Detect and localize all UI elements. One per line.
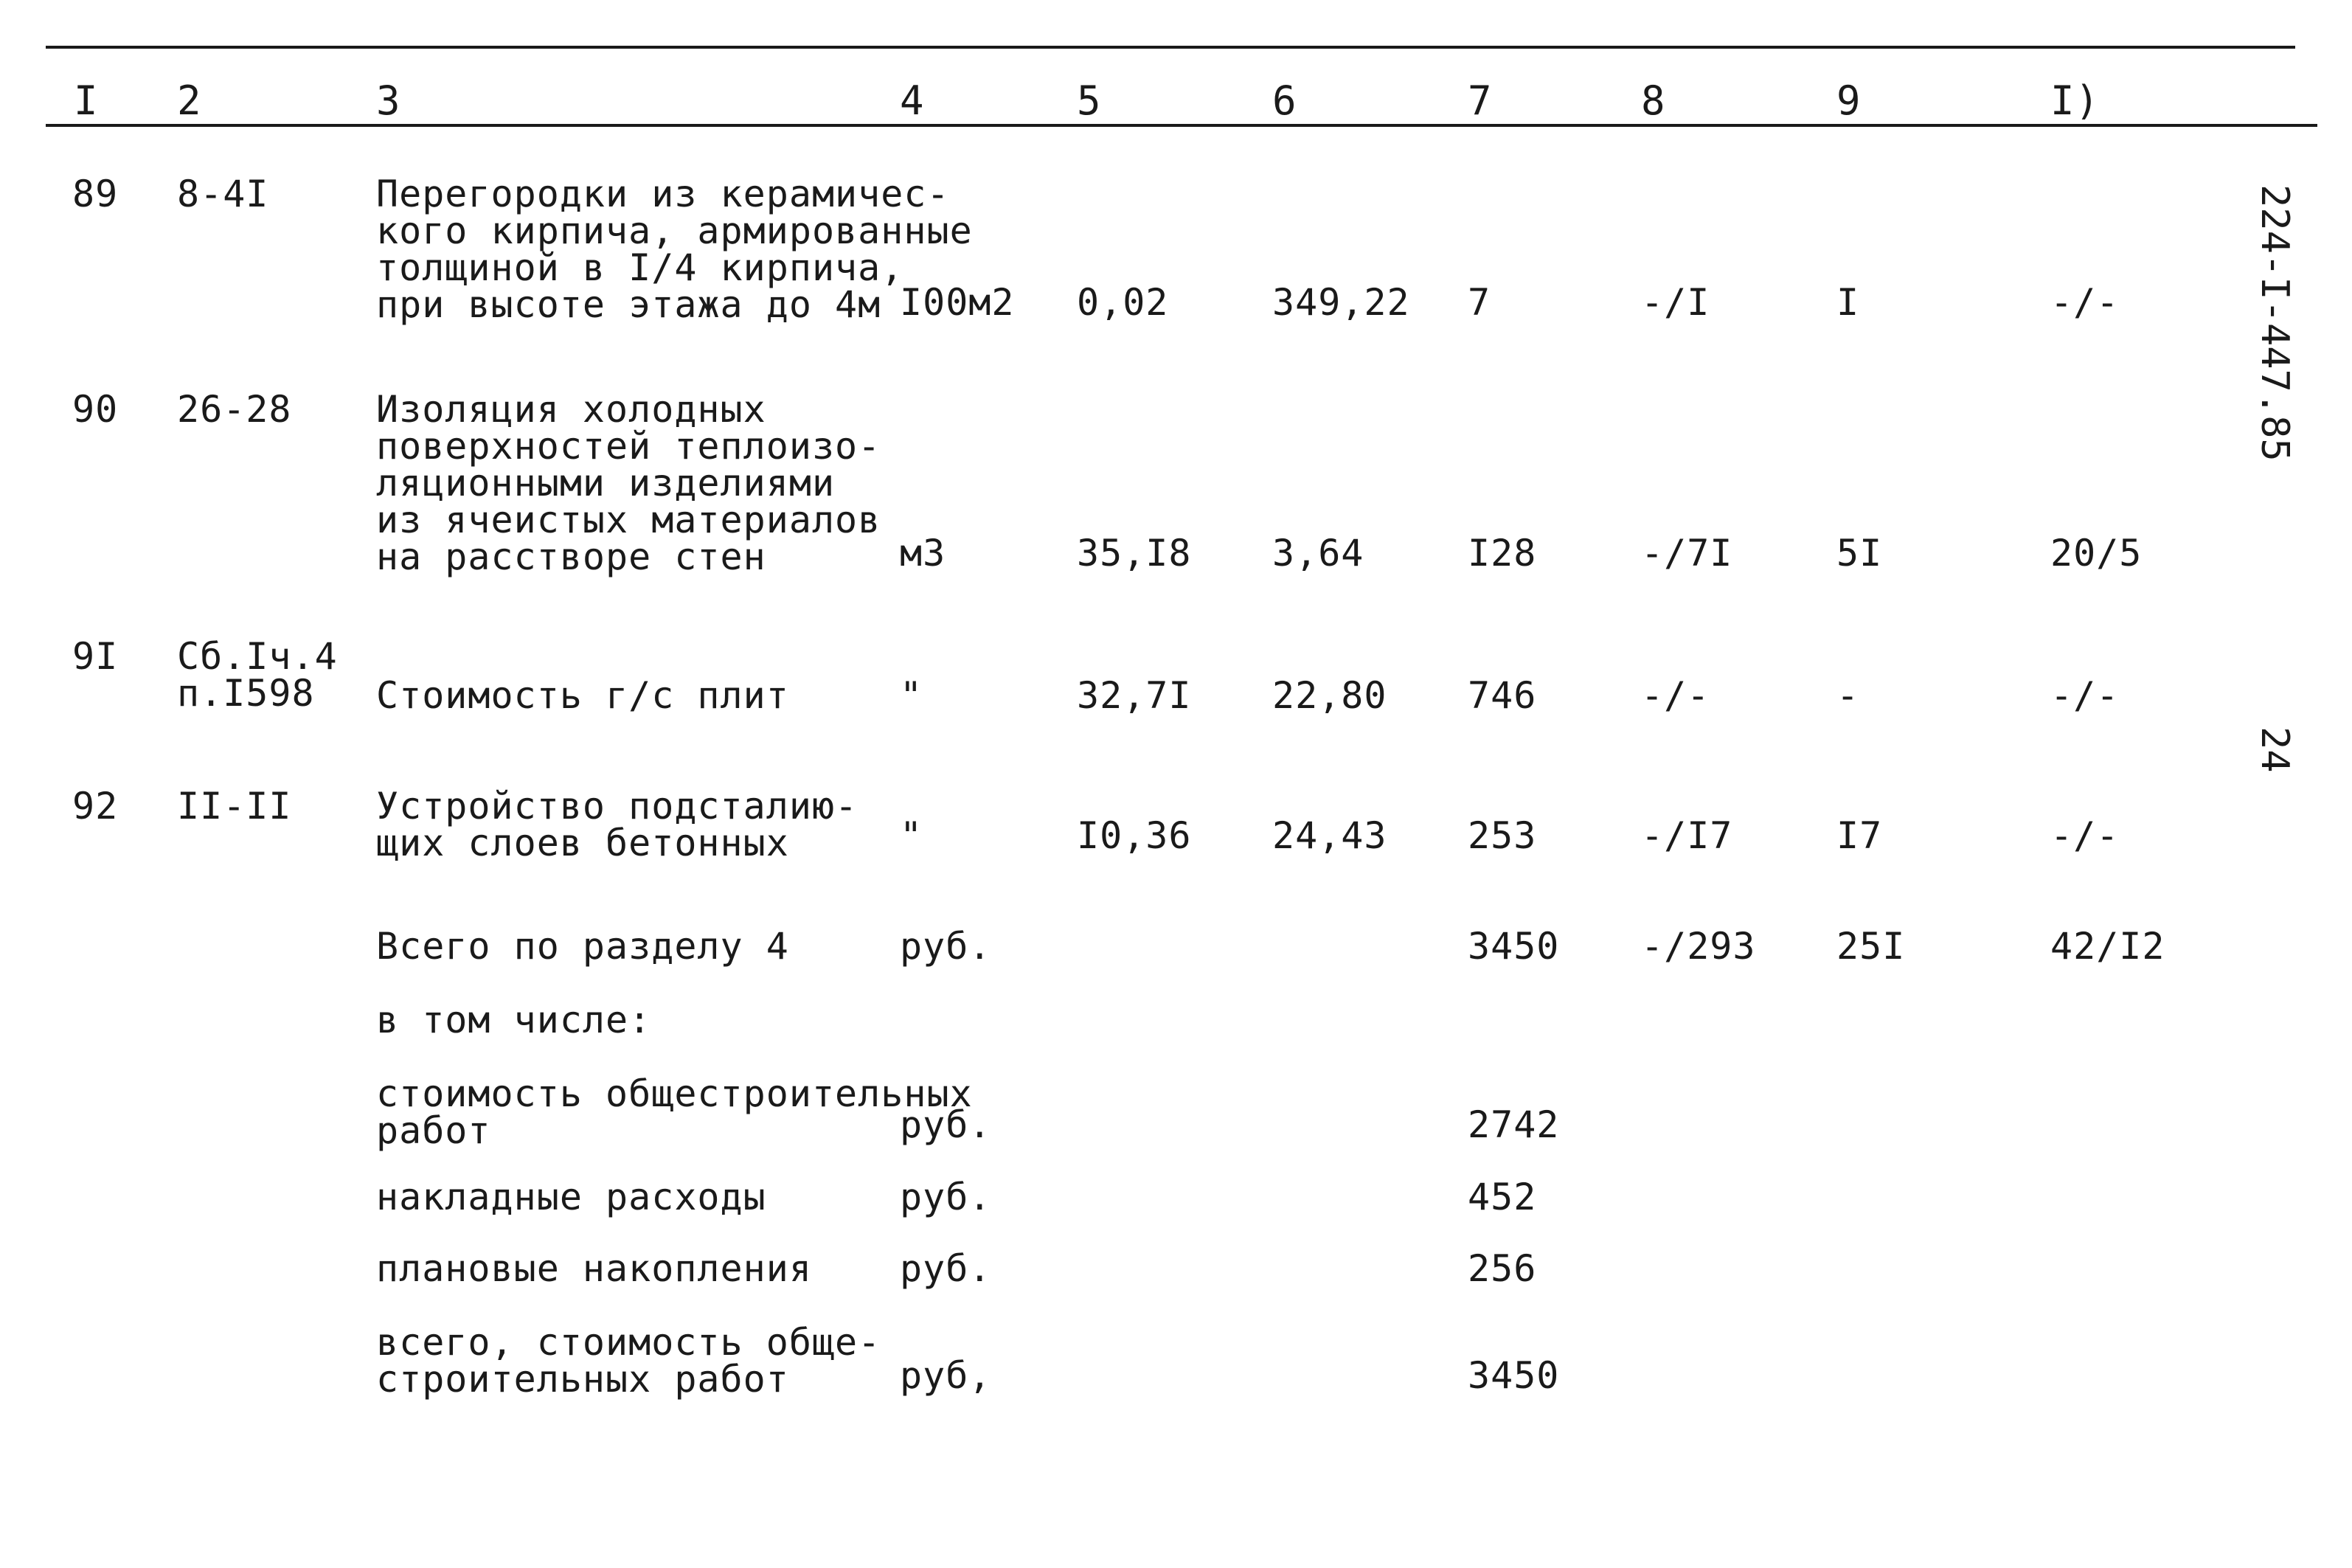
col-10-value: -/- bbox=[2050, 674, 2120, 717]
unit-price: 349,22 bbox=[1272, 281, 1410, 324]
col-header-5: 5 bbox=[1077, 77, 1102, 124]
rate-code: 26-28 bbox=[177, 388, 292, 431]
col-header-6: 6 bbox=[1272, 77, 1297, 124]
row-number: 92 bbox=[72, 785, 119, 828]
general-works-value: 2742 bbox=[1468, 1103, 1560, 1146]
unit-price: 22,80 bbox=[1272, 674, 1387, 717]
rate-code: II-II bbox=[177, 785, 292, 828]
section-total-col-10: 42/I2 bbox=[2050, 925, 2165, 968]
section-total-col-9: 25I bbox=[1836, 925, 1906, 968]
work-description: Устройство подсталию- щих слоев бетонных bbox=[376, 785, 858, 864]
col-10-value: 20/5 bbox=[2050, 532, 2143, 575]
col-8-value: -/I bbox=[1641, 281, 1710, 324]
overhead-unit: руб. bbox=[900, 1176, 992, 1218]
header-bottom-rule bbox=[46, 124, 2317, 127]
col-9-value: I7 bbox=[1836, 814, 1883, 857]
grand-total-value: 3450 bbox=[1468, 1354, 1560, 1397]
quantity: 32,7I bbox=[1077, 674, 1192, 717]
col-header-8: 8 bbox=[1641, 77, 1666, 124]
grand-total-unit: руб, bbox=[900, 1354, 992, 1397]
general-works-label: стоимость общестроительных работ bbox=[376, 1072, 973, 1152]
unit-price: 24,43 bbox=[1272, 814, 1387, 857]
grand-total-label: всего, стоимость обще- строительных работ bbox=[376, 1321, 881, 1401]
section-total-value: 3450 bbox=[1468, 925, 1560, 968]
quantity: I0,36 bbox=[1077, 814, 1192, 857]
col-header-3: 3 bbox=[376, 77, 401, 124]
unit: " bbox=[900, 674, 923, 717]
section-total-unit: руб. bbox=[900, 925, 992, 968]
planned-savings-label: плановые накопления bbox=[376, 1247, 812, 1290]
rate-code: 8-4I bbox=[177, 173, 269, 215]
quantity: 0,02 bbox=[1077, 281, 1169, 324]
planned-savings-value: 256 bbox=[1468, 1247, 1537, 1290]
total-cost: I28 bbox=[1468, 532, 1537, 575]
row-number: 9I bbox=[72, 635, 119, 678]
col-9-value: I bbox=[1836, 281, 1860, 324]
col-header-4: 4 bbox=[900, 77, 925, 124]
section-total-col-8: -/293 bbox=[1641, 925, 1756, 968]
page-number: 24 bbox=[2252, 726, 2297, 773]
general-works-unit: руб. bbox=[900, 1103, 992, 1146]
work-description: Перегородки из керамичес- кого кирпича, армированные толщиной в I/4 кирпича, при высоте этажа до 4м bbox=[376, 173, 973, 326]
planned-savings-unit: руб. bbox=[900, 1247, 992, 1290]
total-cost: 253 bbox=[1468, 814, 1537, 857]
unit: м3 bbox=[900, 532, 946, 575]
col-header-9: 9 bbox=[1836, 77, 1862, 124]
col-8-value: -/7I bbox=[1641, 532, 1733, 575]
work-description: Изоляция холодных поверхностей теплоизо- ляционными изделиями из ячеистых материалов на расстворе стен bbox=[376, 388, 881, 578]
section-total-label: Всего по разделу 4 bbox=[376, 925, 789, 968]
overhead-value: 452 bbox=[1468, 1176, 1537, 1218]
col-header-7: 7 bbox=[1468, 77, 1493, 124]
total-cost: 7 bbox=[1468, 281, 1491, 324]
col-8-value: -/I7 bbox=[1641, 814, 1733, 857]
col-10-value: -/- bbox=[2050, 281, 2120, 324]
including-label: в том числе: bbox=[376, 999, 652, 1041]
row-number: 89 bbox=[72, 173, 119, 215]
overhead-label: накладные расходы bbox=[376, 1176, 766, 1218]
col-10-value: -/- bbox=[2050, 814, 2120, 857]
total-cost: 746 bbox=[1468, 674, 1537, 717]
col-9-value: - bbox=[1836, 674, 1860, 717]
col-header-1: I bbox=[74, 77, 99, 124]
row-number: 90 bbox=[72, 388, 119, 431]
col-8-value: -/- bbox=[1641, 674, 1710, 717]
top-rule bbox=[46, 46, 2295, 49]
rate-code: Сб.Iч.4 п.I598 bbox=[177, 635, 338, 715]
col-9-value: 5I bbox=[1836, 532, 1883, 575]
document-code: 224-I-447.85 bbox=[2252, 184, 2297, 462]
unit: I00м2 bbox=[900, 281, 1015, 324]
unit: " bbox=[900, 814, 923, 857]
unit-price: 3,64 bbox=[1272, 532, 1364, 575]
col-header-2: 2 bbox=[177, 77, 202, 124]
col-header-10: I) bbox=[2050, 77, 2101, 124]
quantity: 35,I8 bbox=[1077, 532, 1192, 575]
work-description: Стоимость г/с плит bbox=[376, 674, 789, 717]
